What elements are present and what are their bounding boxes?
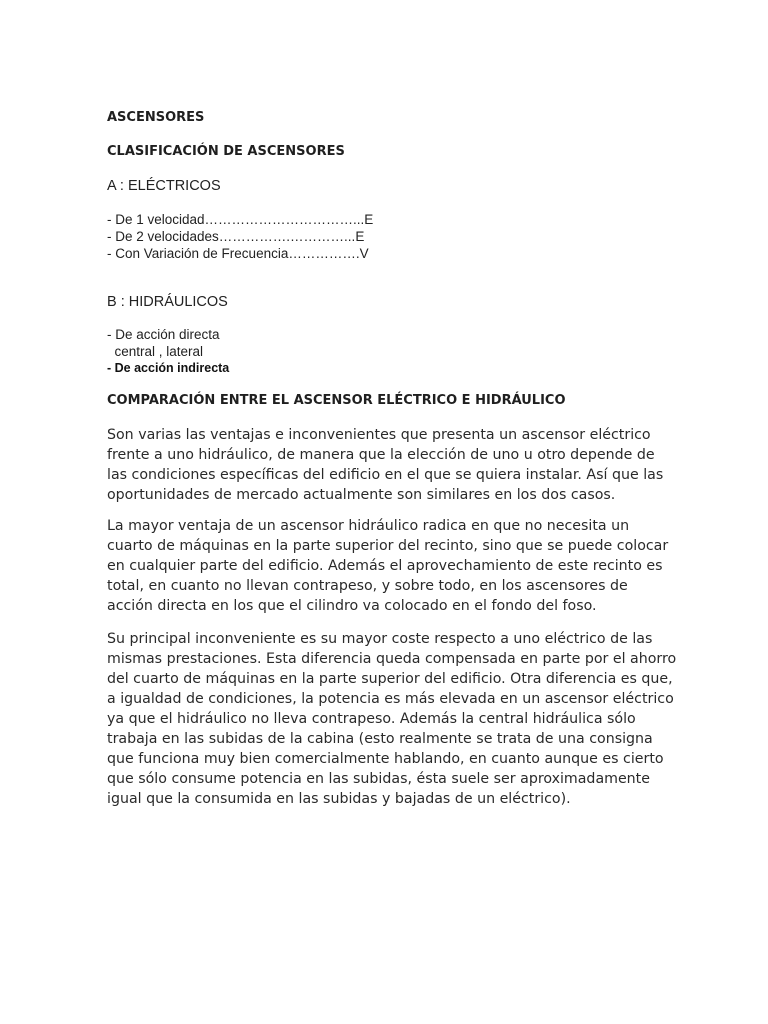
paragraph-line: total, en cuanto no llevan contrapeso, y sobre todo, en los ascensores de bbox=[107, 578, 628, 594]
section-b-heading: B : HIDRÁULICOS bbox=[107, 294, 228, 310]
paragraph-line: Son varias las ventajas e inconvenientes que presenta un ascensor eléctrico bbox=[107, 427, 651, 443]
section-b-item: - De acción directa bbox=[107, 327, 220, 342]
paragraph-line: trabaja en las subidas de la cabina (esto realmente se trata de una consigna bbox=[107, 731, 653, 747]
paragraph-line: del cuarto de máquinas en la parte superior del edificio. Otra diferencia es que, bbox=[107, 671, 673, 687]
paragraph-3 bbox=[107, 629, 677, 809]
classification-heading: CLASIFICACIÓN DE ASCENSORES bbox=[107, 144, 345, 159]
paragraph-line: en cualquier parte del edificio. Además el aprovechamiento de este recinto es bbox=[107, 558, 663, 574]
section-a-item: - De 2 velocidades…………….…………...E bbox=[107, 229, 365, 244]
section-b-bold-item: - De acción indirecta bbox=[107, 361, 230, 375]
document-title: ASCENSORES bbox=[107, 110, 205, 125]
section-a-item: - De 1 velocidad……………………………...E bbox=[107, 212, 374, 227]
section-a-item: - Con Variación de Frecuencia…………….V bbox=[107, 246, 369, 261]
paragraph-line: que sólo consume potencia en las subidas, ésta suele ser aproximadamente bbox=[107, 771, 650, 787]
paragraph-line: ya que el hidráulico no lleva contrapeso. Además la central hidráulica sólo bbox=[107, 711, 636, 727]
paragraph-line: que funciona muy bien comercialmente hablando, en cuanto aunque es cierto bbox=[107, 751, 664, 767]
paragraph-2 bbox=[107, 516, 667, 616]
paragraph-line: frente a uno hidráulico, de manera que la elección de uno u otro depende de bbox=[107, 447, 655, 463]
paragraph-line: a igualdad de condiciones, la potencia es más elevada en un ascensor eléctrico bbox=[107, 691, 674, 707]
paragraph-line: Su principal inconveniente es su mayor coste respecto a uno eléctrico de las bbox=[107, 631, 653, 647]
paragraph-line: oportunidades de mercado actualmente son similares en los dos casos. bbox=[107, 487, 616, 503]
section-a-heading: A : ELÉCTRICOS bbox=[107, 178, 221, 194]
paragraph-line: acción directa en los que el cilindro va colocado en el fondo del foso. bbox=[107, 598, 597, 614]
section-b-item: central , lateral bbox=[107, 344, 204, 359]
paragraph-line: igual que la consumida en las subidas y bajadas de un eléctrico). bbox=[107, 791, 571, 807]
paragraph-line: La mayor ventaja de un ascensor hidráulico radica en que no necesita un bbox=[107, 518, 630, 534]
comparison-heading: COMPARACIÓN ENTRE EL ASCENSOR ELÉCTRICO E HIDRÁULICO bbox=[107, 393, 566, 408]
paragraph-line: mismas prestaciones. Esta diferencia queda compensada en parte por el ahorro bbox=[107, 651, 677, 667]
paragraph-1 bbox=[107, 425, 667, 505]
paragraph-line: cuarto de máquinas en la parte superior del recinto, sino que se puede colocar bbox=[107, 538, 669, 554]
paragraph-line: las condiciones específicas del edificio en el que se quiera instalar. Así que las bbox=[107, 467, 664, 483]
